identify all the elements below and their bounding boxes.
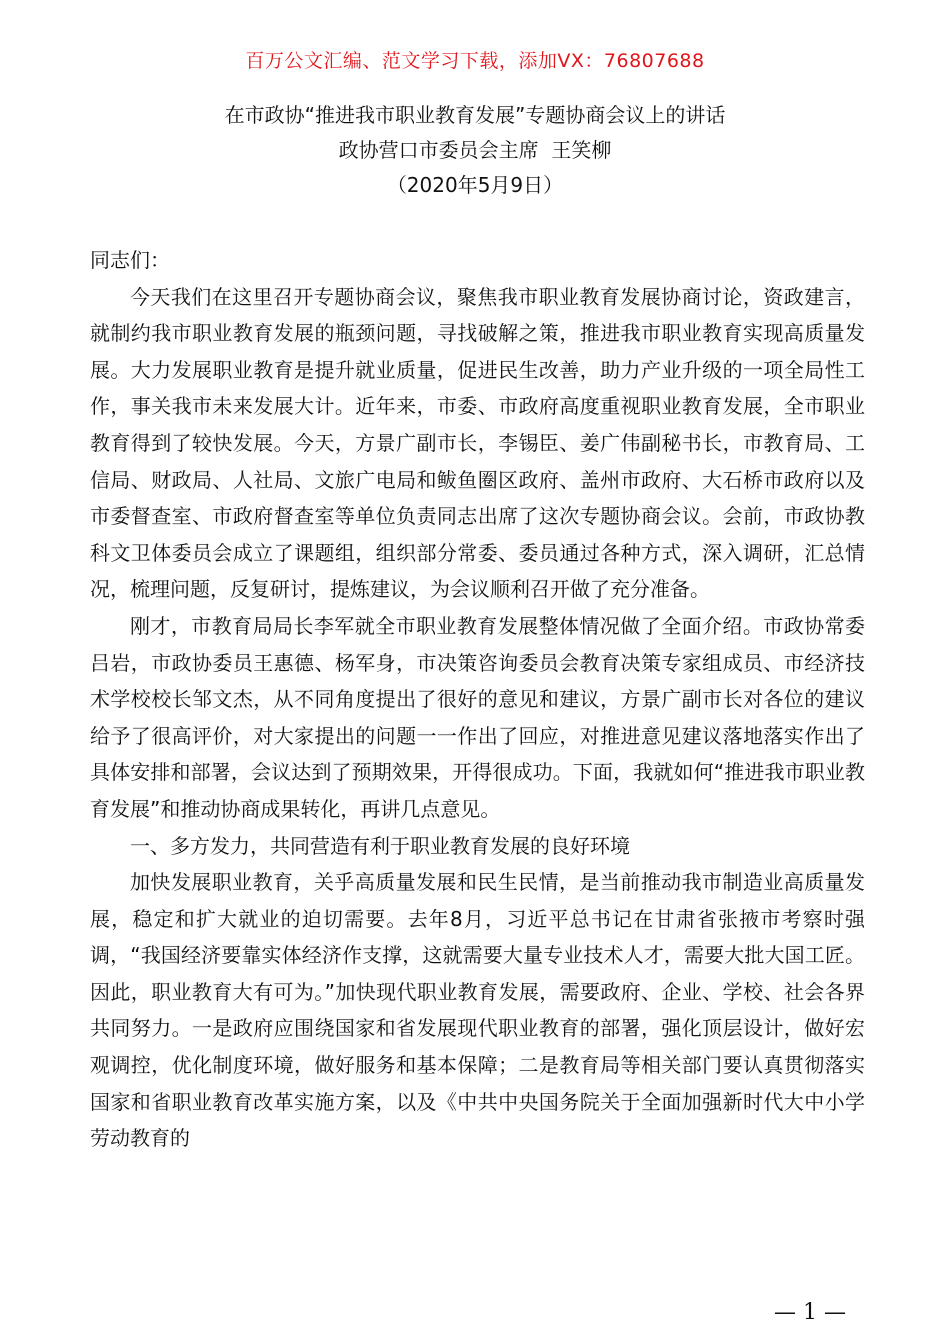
salutation: 同志们： <box>90 248 170 272</box>
paragraph-section-1: 加快发展职业教育，关乎高质量发展和民生民情，是当前推动我市制造业高质量发展，稳定和扩大就业的迫切需要。去年8月，习近平总书记在甘肃省张掖市考察时强调，“我国经济要靠实体经济作支撑，这就需要大量专业技术人才，需要大批大国工匠。因此，职业教育大有可为。”加快现代职业教育发展，需要政府、企业、学校、社会各界共同努力。一是政府应围绕国家和省发展现代职业教育的部署，强化顶层设计，做好宏观调控，优化制度环境，做好服务和基本保障；二是教育局等相关部门要认真贯彻落实国家和省职业教育改革实施方案，以及《中共中央国务院关于全面加强新时代大中小学劳动教育的 <box>90 870 865 1151</box>
document-body <box>90 242 865 1157</box>
paragraph-intro: 今天我们在这里召开专题协商会议，聚焦我市职业教育发展协商讨论，资政建言，就制约我市职业教育发展的瓶颈问题，寻找破解之策，推进我市职业教育实现高质量发展。大力发展职业教育是提升就业质量，促进民生改善，助力产业升级的一项全局性工作，事关我市未来发展大计。近年来，市委、市政府高度重视职业教育发展，全市职业教育得到了较快发展。今天，方景广副市长，李锡臣、姜广伟副秘书长，市教育局、工信局、财政局、人社局、文旅广电局和鲅鱼圈区政府、盖州市政府、大石桥市政府以及市委督查室、市政府督查室等单位负责同志出席了这次专题协商会议。会前，市政协教科文卫体委员会成立了课题组，组织部分常委、委员通过各种方式，深入调研，汇总情况，梳理问题，反复研讨，提炼建议，为会议顺利召开做了充分准备。 <box>90 284 865 602</box>
page-number: — 1 — <box>774 1300 846 1325</box>
document-author: 政协营口市委员会主席 王笑柳 <box>338 138 612 162</box>
title-block <box>0 98 950 203</box>
paragraph-summary: 刚才，市教育局局长李军就全市职业教育发展整体情况做了全面介绍。市政协常委吕岩，市政协委员王惠德、杨军身，市决策咨询委员会教育决策专家组成员、市经济技术学校校长邹文杰，从不同角度提出了很好的意见和建议，方景广副市长对各位的建议给予了很高评价，对大家提出的问题一一作出了回应，对推进意见建议落地落实作出了具体安排和部署，会议达到了预期效果，开得很成功。下面，我就如何“推进我市职业教育发展”和推动协商成果转化，再讲几点意见。 <box>90 613 865 821</box>
header-banner: 百万公文汇编、范文学习下载，添加VX：76807688 <box>245 50 705 72</box>
document-title: 在市政协“推进我市职业教育发展”专题协商会议上的讲话 <box>224 103 726 127</box>
section-heading-1: 一、多方发力，共同营造有利于职业教育发展的良好环境 <box>130 833 630 858</box>
document-date: （2020年5月9日） <box>386 173 564 197</box>
